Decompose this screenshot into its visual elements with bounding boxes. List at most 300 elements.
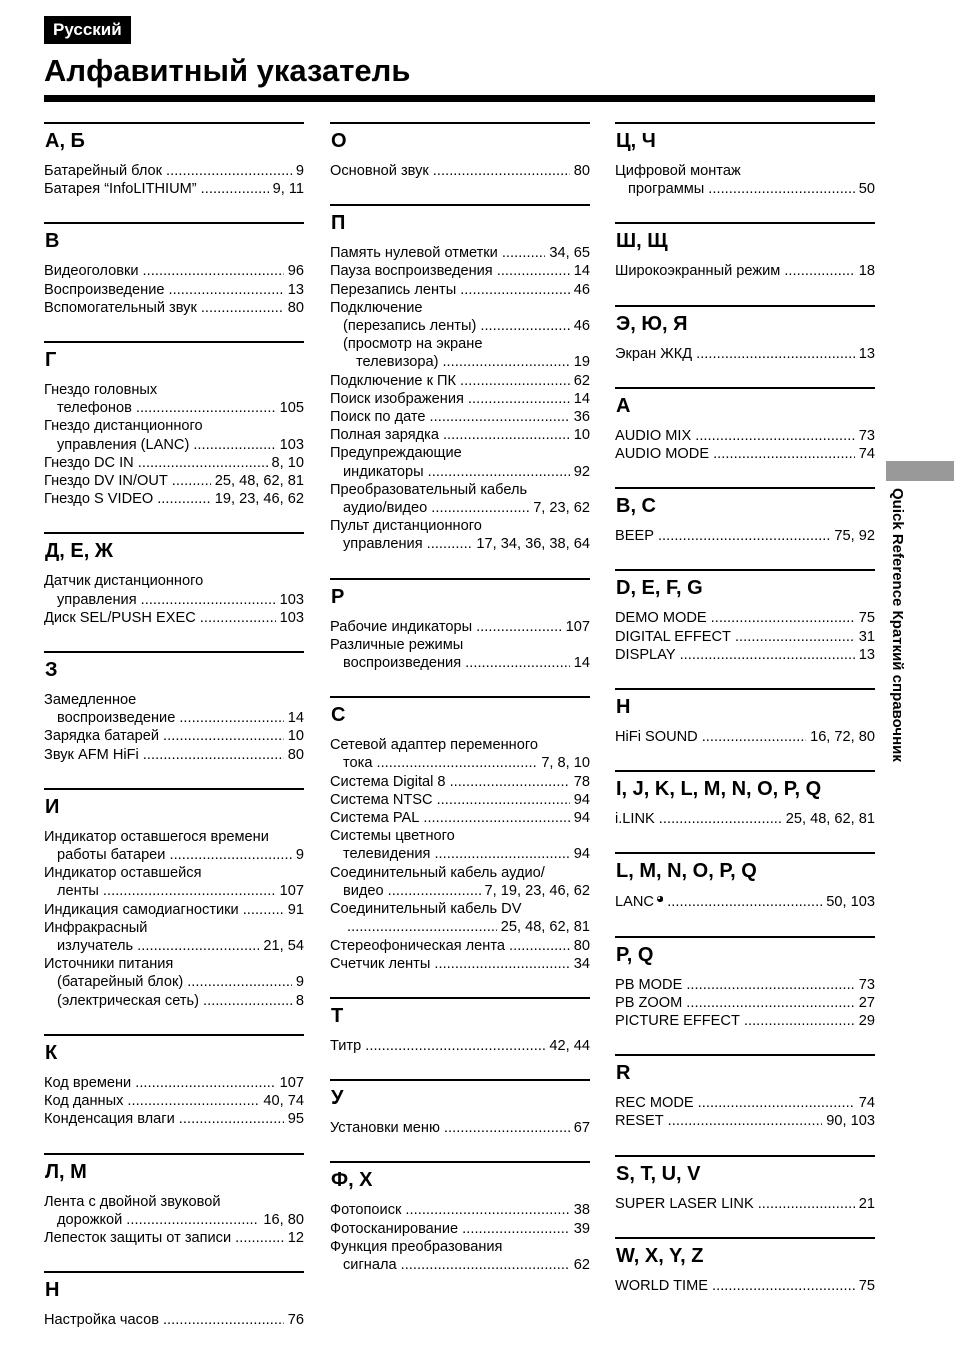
index-entry: [330, 481, 590, 499]
index-entry: [615, 646, 875, 664]
index-section: [330, 122, 590, 180]
index-entry: [330, 618, 590, 636]
index-entry: [44, 299, 304, 317]
section-heading: Ш, Щ: [616, 230, 668, 253]
entry-pages: 17, 34, 36, 38, 64: [476, 536, 590, 553]
leader-dots: [442, 353, 569, 371]
index-section: [44, 1034, 304, 1129]
entry-pages: 62: [573, 372, 590, 389]
entry-term: Функция преобразования: [330, 1238, 503, 1255]
index-entry: [330, 864, 590, 882]
index-entry: [615, 1112, 875, 1130]
leader-dots: [468, 390, 570, 408]
leader-dots: [476, 618, 562, 636]
section-heading: Ц, Ч: [616, 130, 656, 152]
index-entry: [330, 773, 590, 791]
entry-term: WORLD TIME: [615, 1277, 708, 1294]
entry-term: Сетевой адаптер переменного: [330, 737, 538, 754]
index-entry: [330, 654, 590, 672]
entry-term: PB MODE: [615, 976, 683, 993]
entry-pages: 107: [565, 618, 590, 635]
entry-pages: 8: [295, 992, 304, 1009]
entry-pages: 10: [573, 427, 590, 444]
entry-pages: 50: [858, 181, 875, 198]
entry-term: Пауза воспроизведения: [330, 263, 493, 280]
leader-dots: [169, 846, 291, 864]
index-entry: [615, 994, 875, 1012]
leader-dots: [136, 399, 276, 417]
leader-dots: [784, 262, 854, 280]
section-heading: A: [616, 394, 631, 417]
entry-pages: 75: [858, 610, 875, 627]
index-entry: [330, 918, 590, 936]
entry-pages: 42, 44: [549, 1037, 590, 1054]
entry-term: Перезапись ленты: [330, 281, 457, 298]
section-heading: И: [45, 795, 60, 818]
index-column-3: [615, 122, 875, 1319]
index-entry: [330, 244, 590, 262]
entry-pages: 105: [279, 400, 304, 417]
section-heading: Т: [331, 1004, 344, 1027]
index-entry: [330, 845, 590, 863]
section-heading: О: [331, 130, 347, 152]
leader-dots: [433, 162, 570, 180]
entry-term: индикаторы: [343, 463, 424, 480]
index-entry: [330, 636, 590, 654]
leader-dots: [708, 180, 855, 198]
entry-pages: 107: [279, 883, 304, 900]
section-heading: D, E, F, G: [616, 577, 703, 600]
index-section: [44, 222, 304, 317]
index-section: [44, 341, 304, 508]
entry-pages: 103: [279, 436, 304, 453]
title-rule: [44, 95, 875, 102]
entry-term: PICTURE EFFECT: [615, 1013, 740, 1030]
entry-pages: 34: [573, 955, 590, 972]
index-entry: [44, 490, 304, 508]
entry-pages: 25, 48, 62, 81: [500, 919, 590, 936]
entry-term: Гнездо DC IN: [44, 454, 134, 471]
index-section: [615, 305, 875, 363]
entry-pages: 9: [295, 974, 304, 991]
index-entry: [330, 262, 590, 280]
entry-pages: 31: [858, 628, 875, 645]
leader-dots: [143, 746, 284, 764]
leader-dots: [686, 994, 854, 1012]
index-entry: [330, 1256, 590, 1274]
entry-term: Счетчик ленты: [330, 955, 431, 972]
index-section: [330, 1161, 590, 1274]
entry-term: видео: [343, 882, 384, 899]
section-heading: П: [331, 212, 346, 235]
entry-pages: 90, 103: [826, 1113, 875, 1130]
index-entry: [330, 827, 590, 845]
index-section: [44, 1271, 304, 1329]
entry-term: Зарядка батарей: [44, 728, 160, 745]
entry-pages: 8, 10: [271, 454, 304, 471]
leader-dots: [465, 654, 570, 672]
entry-term: DEMO MODE: [615, 610, 707, 627]
entry-term: LANC: [615, 894, 654, 911]
index-entry: [44, 1092, 304, 1110]
entry-term: Экран ЖКД: [615, 345, 693, 362]
index-entry: [330, 390, 590, 408]
leader-dots: [163, 1311, 284, 1329]
entry-term: (электрическая сеть): [57, 992, 199, 1009]
section-heading: I, J, K, L, M, N, O, P, Q: [616, 778, 822, 801]
index-entry: [615, 162, 875, 180]
leader-dots: [698, 1094, 855, 1112]
entry-term: Предупреждающие: [330, 445, 462, 462]
leader-dots: [502, 244, 546, 262]
entry-pages: 10: [287, 728, 304, 745]
leader-dots: [243, 901, 284, 919]
entry-term: BEEP: [615, 528, 654, 545]
entry-term: Гнездо дистанционного: [44, 418, 203, 435]
index-entry: [44, 937, 304, 955]
page-title: Алфавитный указатель: [44, 53, 411, 88]
section-heading: Э, Ю, Я: [616, 312, 688, 335]
entry-pages: 14: [287, 710, 304, 727]
entry-term: Гнездо S VIDEO: [44, 491, 154, 508]
index-entry: [44, 882, 304, 900]
index-section: [44, 532, 304, 627]
leader-dots: [462, 1220, 570, 1238]
leader-dots: [187, 973, 292, 991]
entry-term: Пульт дистанционного: [330, 518, 482, 535]
leader-dots: [437, 791, 570, 809]
leader-dots: [423, 809, 569, 827]
index-entry: [330, 1220, 590, 1238]
entry-pages: 73: [858, 427, 875, 444]
section-heading: А, Б: [45, 130, 85, 152]
index-section: [330, 696, 590, 973]
leader-dots: [427, 535, 473, 553]
entry-pages: 29: [858, 1013, 875, 1030]
entry-term: Основной звук: [330, 163, 429, 179]
entry-pages: 67: [573, 1120, 590, 1137]
index-entry: [330, 791, 590, 809]
entry-pages: 16, 80: [263, 1211, 304, 1228]
index-entry: [615, 609, 875, 627]
entry-term: работы батареи: [57, 847, 166, 864]
index-entry: [330, 1119, 590, 1137]
entry-term: Система NTSC: [330, 791, 433, 808]
leader-dots: [497, 262, 570, 280]
entry-term: Воспроизведение: [44, 281, 165, 298]
leader-dots: [434, 845, 569, 863]
entry-pages: 96: [287, 263, 304, 280]
leader-dots: [450, 773, 570, 791]
index-entry: [44, 919, 304, 937]
index-section: [615, 1054, 875, 1130]
leader-dots: [172, 472, 211, 490]
index-entry: [330, 299, 590, 317]
index-entry: [44, 417, 304, 435]
entry-term: программы: [628, 181, 705, 198]
entry-pages: 9: [295, 847, 304, 864]
index-entry: [330, 809, 590, 827]
entry-pages: 9: [295, 163, 304, 179]
index-entry: [330, 882, 590, 900]
index-entry: [330, 754, 590, 772]
index-section: [615, 1155, 875, 1213]
entry-pages: 14: [573, 655, 590, 672]
leader-dots: [200, 609, 276, 627]
entry-term: (просмотр на экране: [343, 336, 483, 353]
section-heading: R: [616, 1062, 631, 1085]
index-section: [615, 222, 875, 280]
leader-dots: [744, 1012, 855, 1030]
leader-dots: [235, 1229, 284, 1247]
index-entry: [615, 527, 875, 545]
index-entry: [44, 472, 304, 490]
section-heading: В: [45, 230, 60, 253]
index-entry: [44, 436, 304, 454]
entry-pages: 19: [573, 354, 590, 371]
index-entry: [44, 1110, 304, 1128]
leader-dots: [163, 727, 284, 745]
leader-dots: [141, 591, 276, 609]
leader-dots: [401, 1256, 570, 1274]
entry-pages: 7, 8, 10: [541, 755, 590, 772]
entry-pages: 103: [279, 609, 304, 626]
leader-dots: [509, 937, 570, 955]
index-entry: [615, 628, 875, 646]
entry-term: Источники питания: [44, 956, 174, 973]
entry-term: Рабочие индикаторы: [330, 618, 473, 635]
index-entry: [330, 317, 590, 335]
entry-term: Гнездо DV IN/OUT: [44, 473, 168, 490]
index-entry: [330, 736, 590, 754]
entry-term: Инфракрасный: [44, 919, 148, 936]
entry-term: ленты: [57, 883, 99, 900]
index-section: [615, 122, 875, 198]
entry-pages: 39: [573, 1220, 590, 1237]
entry-term: дорожкой: [57, 1211, 123, 1228]
index-entry: [44, 973, 304, 991]
entry-term: Вспомогательный звук: [44, 299, 197, 316]
entry-term: Поиск изображения: [330, 390, 464, 407]
section-heading: З: [45, 659, 58, 682]
index-entry: [44, 281, 304, 299]
entry-pages: 94: [573, 810, 590, 827]
index-entry: [330, 463, 590, 481]
index-entry: [44, 746, 304, 764]
entry-term: AUDIO MODE: [615, 446, 710, 463]
leader-dots: [480, 317, 569, 335]
entry-term: воспроизведение: [57, 710, 176, 727]
entry-pages: 46: [573, 318, 590, 335]
leader-dots: [712, 1277, 855, 1295]
entry-term: Батарея “InfoLITHIUM”: [44, 181, 197, 198]
leader-dots: [680, 646, 855, 664]
entry-pages: 76: [287, 1312, 304, 1329]
leader-dots: [138, 454, 268, 472]
entry-term: Полная зарядка: [330, 427, 439, 444]
entry-term: RESET: [615, 1113, 664, 1130]
index-entry: [44, 1193, 304, 1211]
entry-term: Лента с двойной звуковой: [44, 1193, 221, 1210]
entry-pages: 94: [573, 846, 590, 863]
index-entry: [44, 162, 304, 180]
entry-pages: 21, 54: [263, 938, 304, 955]
entry-term: Гнездо головных: [44, 382, 158, 399]
entry-pages: 75: [858, 1277, 875, 1294]
entry-pages: 50, 103: [826, 894, 875, 911]
index-entry: [44, 846, 304, 864]
index-entry: [330, 1037, 590, 1055]
index-section: [615, 1237, 875, 1295]
entry-term: телефонов: [57, 400, 132, 417]
leader-dots: [347, 918, 497, 936]
index-section: [44, 788, 304, 1010]
leader-dots: [444, 1119, 570, 1137]
entry-term: телевизора): [356, 354, 439, 371]
entry-term: (перезапись ленты): [343, 318, 477, 335]
entry-pages: 13: [858, 345, 875, 362]
index-entry: [330, 444, 590, 462]
section-heading: Г: [45, 349, 57, 372]
entry-pages: 13: [858, 646, 875, 663]
index-entry: [330, 372, 590, 390]
leader-dots: [713, 445, 855, 463]
entry-pages: 7, 23, 62: [533, 500, 590, 517]
leader-dots: [696, 345, 855, 363]
leader-dots: [137, 937, 259, 955]
section-heading: P, Q: [616, 943, 654, 966]
index-entry: [44, 828, 304, 846]
entry-term: Фотосканирование: [330, 1220, 459, 1237]
index-entry: [44, 180, 304, 198]
entry-term: Замедленное: [44, 692, 137, 709]
index-entry: [330, 353, 590, 371]
leader-dots: [695, 427, 855, 445]
entry-term: Датчик дистанционного: [44, 573, 204, 590]
leader-dots: [443, 426, 570, 444]
entry-pages: 107: [279, 1074, 304, 1091]
index-entry: [330, 955, 590, 973]
entry-pages: 12: [287, 1229, 304, 1246]
index-entry: [44, 381, 304, 399]
leader-dots: [758, 1195, 855, 1213]
entry-term: HiFi SOUND: [615, 729, 698, 746]
entry-term: сигнала: [343, 1256, 397, 1273]
entry-pages: 34, 65: [549, 245, 590, 262]
entry-term: воспроизведения: [343, 655, 462, 672]
leader-dots: [168, 281, 283, 299]
index-section: [615, 770, 875, 828]
index-entry: [44, 572, 304, 590]
entry-pages: 25, 48, 62, 81: [214, 473, 304, 490]
index-entry: [615, 810, 875, 828]
index-entry: [44, 864, 304, 882]
entry-pages: 13: [287, 281, 304, 298]
entry-term: Система PAL: [330, 810, 420, 827]
entry-term: Система Digital 8: [330, 773, 446, 790]
index-entry: [615, 1094, 875, 1112]
entry-pages: 25, 48, 62, 81: [785, 811, 875, 828]
entry-pages: 75, 92: [834, 528, 875, 545]
language-tab: Русский: [44, 16, 131, 44]
leader-dots: [431, 499, 529, 517]
index-entry: [330, 426, 590, 444]
entry-term: Звук AFM HiFi: [44, 746, 139, 763]
entry-term: SUPER LASER LINK: [615, 1195, 754, 1212]
section-heading: С: [331, 704, 346, 727]
section-heading: B, C: [616, 495, 656, 518]
index-section: [615, 569, 875, 664]
index-entry: [44, 955, 304, 973]
index-entry: [44, 609, 304, 627]
leader-dots: [388, 882, 481, 900]
leader-dots: [430, 408, 570, 426]
index-entry: [615, 180, 875, 198]
index-entry: [44, 727, 304, 745]
entry-term: Видеоголовки: [44, 263, 139, 280]
index-entry: [330, 335, 590, 353]
index-entry: [44, 399, 304, 417]
index-entry: [44, 901, 304, 919]
entry-term: Настройка часов: [44, 1312, 159, 1329]
index-entry: [330, 1238, 590, 1256]
leader-dots: [428, 463, 570, 481]
entry-term: Поиск по дате: [330, 409, 426, 426]
leader-dots: [126, 1211, 259, 1229]
leader-dots: [376, 754, 537, 772]
entry-term: Индикатор оставшейся: [44, 865, 202, 882]
entry-term: Подключение: [330, 299, 423, 316]
index-entry: [330, 517, 590, 535]
index-entry: [330, 535, 590, 553]
leader-dots: [103, 882, 276, 900]
leader-dots: [166, 162, 292, 180]
entry-pages: 92: [573, 463, 590, 480]
leader-dots: [193, 436, 275, 454]
entry-pages: 80: [287, 746, 304, 763]
section-heading: S, T, U, V: [616, 1162, 701, 1185]
entry-term: DISPLAY: [615, 646, 676, 663]
index-entry: [615, 427, 875, 445]
entry-term: Системы цветного: [330, 828, 455, 845]
entry-term: управления (LANC): [57, 436, 190, 453]
entry-term: Соединительный кабель аудио/: [330, 864, 545, 881]
index-entry: [44, 262, 304, 280]
entry-pages: 18: [858, 263, 875, 280]
entry-term: Преобразовательный кабель: [330, 481, 528, 498]
entry-term: Код времени: [44, 1074, 132, 1091]
leader-dots: [203, 992, 292, 1010]
entry-pages: 74: [858, 446, 875, 463]
index-section: [330, 997, 590, 1055]
section-heading: Д, Е, Ж: [45, 540, 113, 563]
leader-dots: [702, 728, 806, 746]
leader-dots: [667, 893, 822, 911]
entry-pages: 78: [573, 773, 590, 790]
index-entry: [330, 281, 590, 299]
index-section: [44, 651, 304, 764]
entry-term: i.LINK: [615, 811, 655, 828]
entry-term: Память нулевой отметки: [330, 245, 498, 262]
section-heading: К: [45, 1041, 58, 1064]
leader-dots: [460, 372, 570, 390]
leader-dots: [460, 281, 570, 299]
entry-term: управления: [57, 591, 137, 608]
section-heading: W, X, Y, Z: [616, 1244, 704, 1267]
leader-dots: [735, 628, 855, 646]
index-section: [44, 122, 304, 198]
index-section: [615, 387, 875, 463]
